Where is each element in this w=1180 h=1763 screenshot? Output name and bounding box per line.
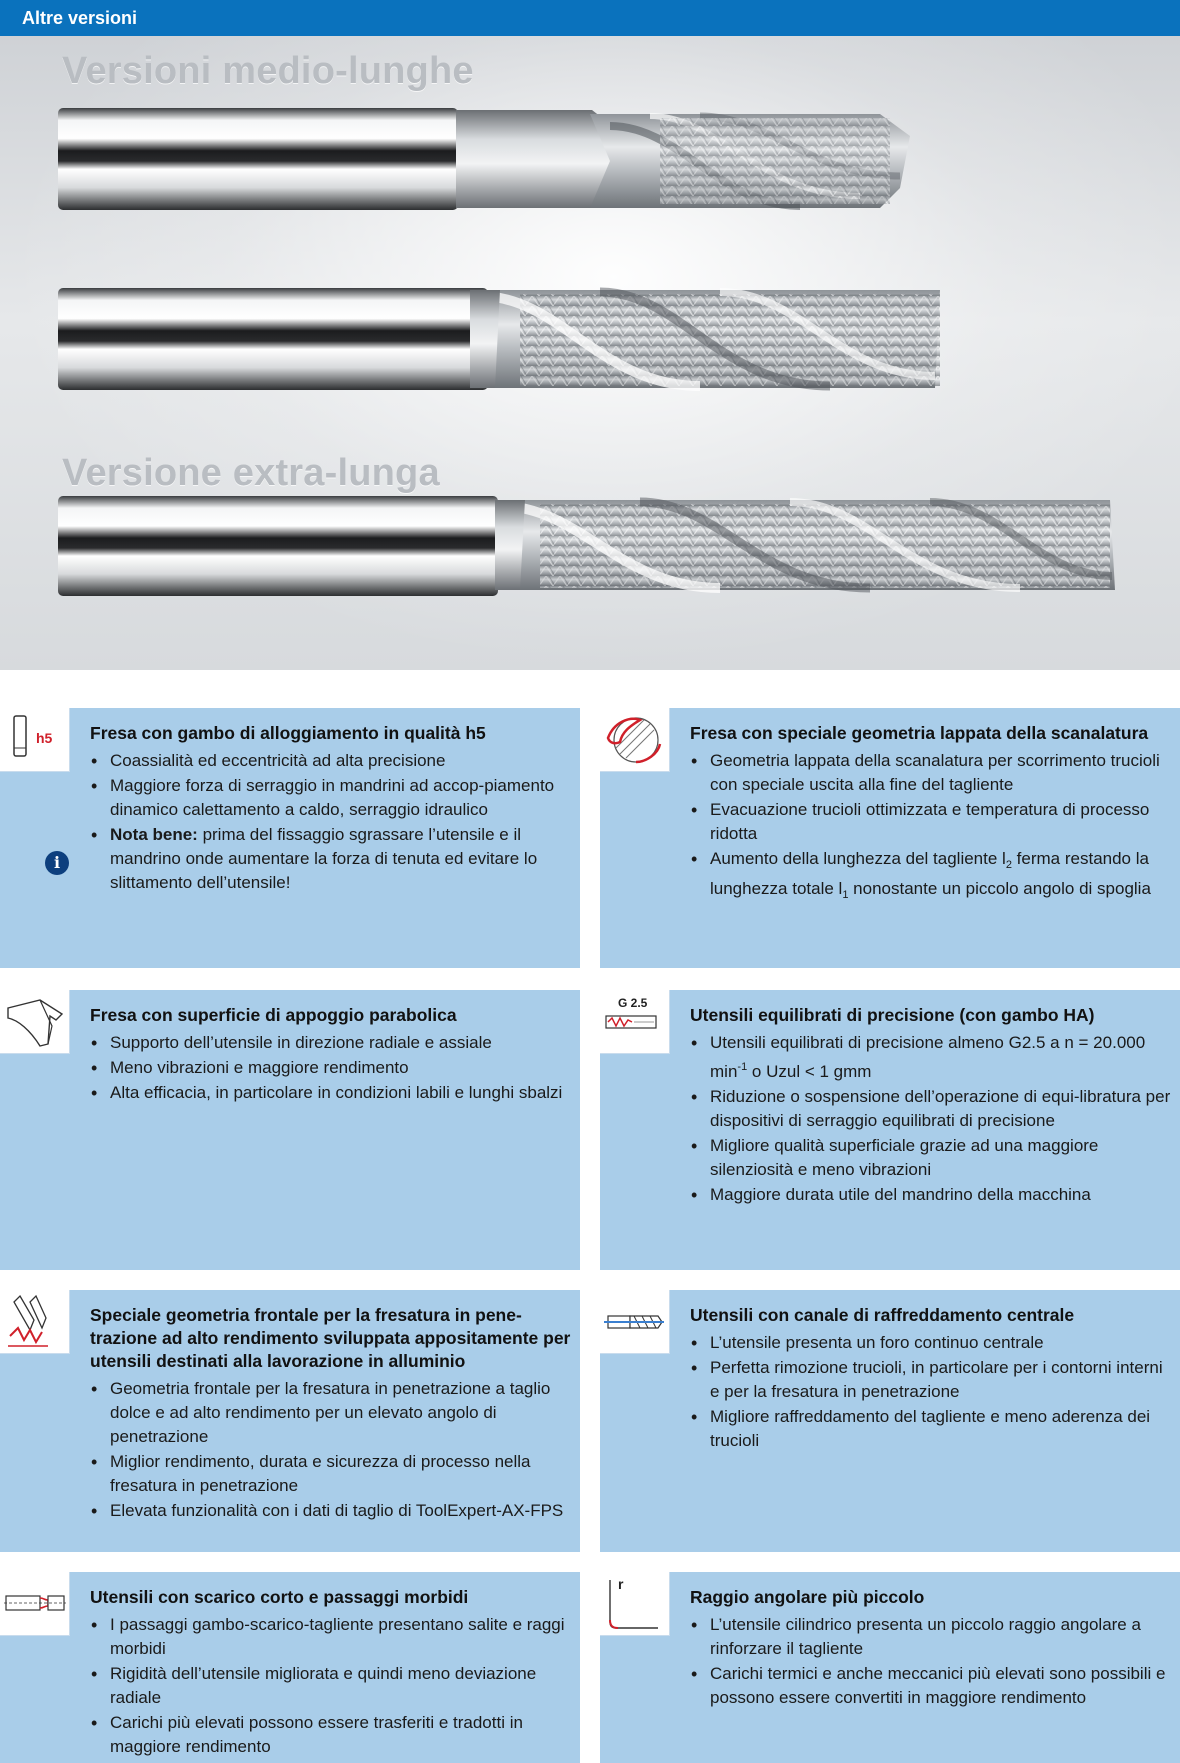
list-item: • Miglior rendimento, durata e sicurezza di processo nella fresatura in penetrazione: [90, 1450, 572, 1498]
list-item: • Elevata funzionalità con i dati di taglio di ToolExpert-AX-FPS: [90, 1499, 572, 1523]
list-item: • Evacuazione trucioli ottimizzata e temperatura di processo ridotta: [690, 798, 1172, 846]
balancing-g25-icon: [600, 990, 670, 1054]
h5-shank-icon: [0, 708, 70, 772]
g25-label: G 2.5: [618, 996, 648, 1010]
note-label: Nota bene:: [110, 825, 198, 844]
panel-balancing: [600, 990, 1180, 1270]
list-item: • Coassialità ed eccentricità ad alta precisione: [90, 749, 572, 773]
list-item: • Carichi più elevati possono essere trasferiti e tradotti in maggiore rendimento: [90, 1711, 572, 1759]
info-icon: i: [45, 851, 69, 875]
panel-title: Fresa con speciale geometria lappata della scanalatura: [690, 723, 1149, 743]
list-item: • Maggiore durata utile del mandrino della macchina: [690, 1183, 1172, 1207]
panel-corner-radius: [600, 1572, 1180, 1763]
plunge-milling-icon: [0, 1290, 70, 1354]
list-item: • L’utensile presenta un foro continuo centrale: [690, 1331, 1172, 1355]
panel-h5-shank: [0, 708, 580, 968]
panel-parabolic-support: [0, 990, 580, 1270]
list-item: • Alta efficacia, in particolare in condizioni labili e lunghi sbalzi: [90, 1081, 572, 1105]
note-item: [90, 823, 572, 895]
panel-title: Raggio angolare più piccolo: [690, 1587, 925, 1607]
tool-medium-2: [58, 288, 940, 390]
hero-title-extra: Versione extra-lunga: [62, 452, 440, 494]
section-title: Altre versioni: [22, 8, 138, 28]
panel-title: Utensili con canale di raffreddamento centrale: [690, 1305, 1075, 1325]
list-item: • Utensili equilibrati di precisione almeno G2.5 a n = 20.000 $\min^{-1} o$ Uzul < 1 gmm: [690, 1031, 1172, 1084]
list-item: • Carichi termici e anche meccanici più elevati sono possibili e possono essere convertiti in maggiore rendimento: [690, 1662, 1172, 1710]
panel-title: Utensili con scarico corto e passaggi morbidi: [90, 1587, 469, 1607]
list-item: • I passaggi gambo-scarico-tagliente presentano salite e raggi morbidi: [90, 1613, 572, 1661]
list-item: • Supporto dell’utensile in direzione radiale e assiale: [90, 1031, 572, 1055]
tool-extra-long: [58, 496, 1115, 596]
coolant-channel-icon: [600, 1290, 670, 1354]
panel-plunge-geometry: [0, 1290, 580, 1552]
list-item: • Aumento della lunghezza del tagliente $l_2$ ferma restando la lunghezza totale $l_1$ nonostante un piccolo angolo di spoglia: [690, 847, 1172, 907]
radius-label: r: [618, 1576, 624, 1592]
list-item: • Maggiore forza di serraggio in mandrini ad accop-piamento dinamico calettamento a caldo, serraggio idraulico: [90, 774, 572, 822]
parabolic-support-icon: [0, 990, 70, 1054]
hero-image: [0, 36, 1180, 670]
short-relief-icon: [0, 1572, 70, 1636]
corner-radius-icon: [600, 1572, 670, 1636]
panel-coolant: [600, 1290, 1180, 1552]
lapped-flute-icon: [600, 708, 670, 772]
list-item: • Riduzione o sospensione dell’operazione di equi-libratura per dispositivi di serraggio equilibrati di precisione: [690, 1085, 1172, 1133]
panel-short-relief: [0, 1572, 580, 1763]
note-text: prima del fissaggio sgrassare l’utensile e il mandrino onde aumentare la forza di tenuta ed evitare lo slittamento dell’utensile!: [110, 825, 538, 892]
list-item: • Rigidità dell’utensile migliorata e quindi meno deviazione radiale: [90, 1662, 572, 1710]
panel-title: Utensili equilibrati di precisione (con gambo HA): [690, 1005, 1095, 1025]
tool-medium-1: [58, 108, 910, 210]
panel-title: Fresa con gambo di alloggiamento in qualità h5: [90, 723, 486, 743]
list-item: • Migliore qualità superficiale grazie ad una maggiore silenziosità e meno vibrazioni: [690, 1134, 1172, 1182]
list-item: • Migliore raffreddamento del tagliente e meno aderenza dei trucioli: [690, 1405, 1172, 1453]
list-item: • L’utensile cilindrico presenta un piccolo raggio angolare a rinforzare il tagliente: [690, 1613, 1172, 1661]
panel-lapped-flute: [600, 708, 1180, 968]
list-item: • Perfetta rimozione trucioli, in particolare per i contorni interni e per la fresatura in penetrazione: [690, 1356, 1172, 1404]
list-item: • Geometria lappata della scanalatura per scorrimento trucioli con speciale uscita alla fine del tagliente: [690, 749, 1172, 797]
list-item: • Meno vibrazioni e maggiore rendimento: [90, 1056, 572, 1080]
section-header: [0, 0, 1180, 36]
h5-label: h5: [36, 730, 53, 746]
panel-title: Speciale geometria frontale per la fresatura in pene-trazione ad alto rendimento sviluppata appositamente per utensili destinati alla lavorazione in alluminio: [90, 1305, 571, 1371]
panel-title: Fresa con superficie di appoggio parabolica: [90, 1005, 457, 1025]
hero-title-medium: Versioni medio-lunghe: [62, 50, 474, 92]
end-mill-illustrations: [0, 36, 1180, 670]
list-item: • Geometria frontale per la fresatura in penetrazione a taglio dolce e ad alto rendimento per un elevato angolo di penetrazione: [90, 1377, 572, 1449]
